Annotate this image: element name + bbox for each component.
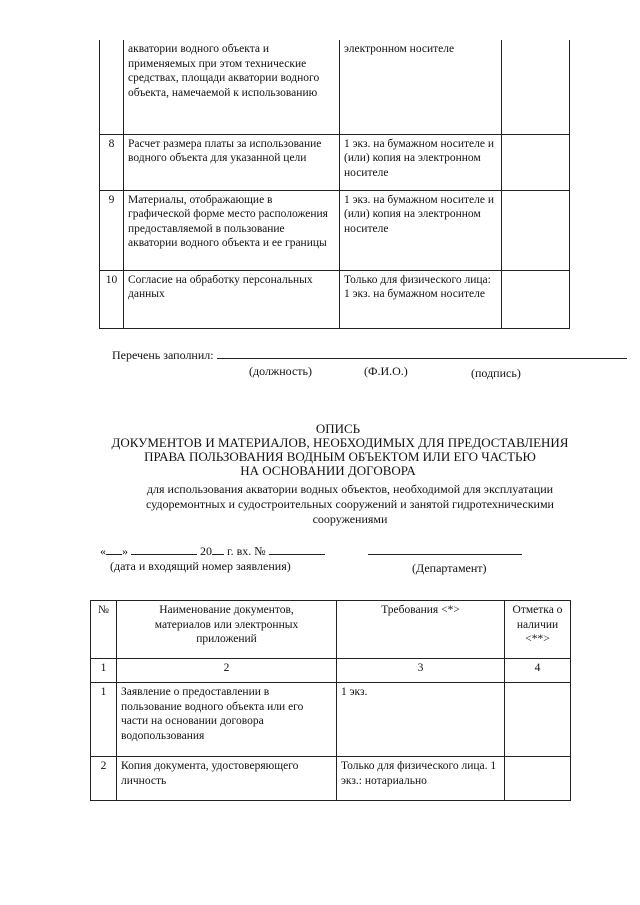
filled-by-field[interactable]	[217, 347, 627, 359]
header-number: №	[91, 601, 117, 659]
row-number: 9	[100, 190, 124, 270]
document-requirement: 1 экз.	[337, 683, 505, 757]
documents-table	[90, 600, 571, 801]
header-requirements: Требования <*>	[337, 601, 505, 659]
availability-mark	[502, 190, 570, 270]
availability-mark	[505, 757, 571, 801]
department-field[interactable]	[368, 543, 522, 555]
table-row	[100, 134, 570, 190]
position-caption: (должность)	[249, 364, 312, 378]
department-caption: (Департамент)	[412, 561, 487, 575]
table-row	[100, 270, 570, 328]
table-row	[91, 683, 571, 757]
incoming-number-field[interactable]	[269, 543, 325, 555]
date-caption: (дата и входящий номер заявления)	[110, 559, 291, 573]
header-name: Наименование документов, материалов или электронных приложений	[117, 601, 337, 659]
document-requirement: Только для физического лица: 1 экз. на бумажном носителе	[340, 270, 502, 328]
availability-mark	[505, 683, 571, 757]
department-field-line	[368, 543, 522, 558]
fio-caption: (Ф.И.О.)	[364, 364, 408, 378]
row-number: 10	[100, 270, 124, 328]
availability-mark	[502, 270, 570, 328]
document-requirement: Только для физического лица. 1 экз.: нотариально	[337, 757, 505, 801]
table-row	[100, 40, 570, 134]
signature-caption: (подпись)	[471, 366, 521, 380]
document-requirement: 1 экз. на бумажном носителе и (или) копия на электронном носителе	[340, 134, 502, 190]
row-number: 1	[91, 683, 117, 757]
index-cell: 3	[337, 659, 505, 683]
table-row	[91, 757, 571, 801]
quote-open: «	[100, 544, 106, 558]
month-field[interactable]	[131, 543, 197, 555]
document-name: Согласие на обработку персональных данных	[124, 270, 340, 328]
subtitle-line-2: судоремонтных и судостроительных сооружений и занятой гидротехническими	[146, 497, 554, 511]
document-requirement: 1 экз. на бумажном носителе и (или) копия на электронном носителе	[340, 190, 502, 270]
table-header-row	[91, 601, 571, 659]
table-row	[100, 190, 570, 270]
subtitle-line-3: сооружениями	[312, 512, 388, 526]
document-name: Расчет размера платы за использование водного объекта для указанной цели	[124, 134, 340, 190]
row-number: 8	[100, 134, 124, 190]
title-line-2: ДОКУМЕНТОВ И МАТЕРИАЛОВ, НЕОБХОДИМЫХ ДЛЯ ПРЕДОСТАВЛЕНИЯ	[111, 435, 569, 450]
availability-mark	[502, 40, 570, 134]
filled-by-label: Перечень заполнил:	[112, 348, 214, 362]
year-prefix: 20	[200, 544, 212, 558]
document-name: Материалы, отображающие в графической форме место расположения предоставляемой в пользование акватории водного объекта и ее границы	[124, 190, 340, 270]
year-field[interactable]	[212, 543, 224, 555]
title-line-4: НА ОСНОВАНИИ ДОГОВОРА	[240, 463, 416, 478]
date-number-line	[100, 543, 325, 558]
subtitle-line-1: для использования акватории водных объектов, необходимой для эксплуатации	[146, 482, 554, 496]
header-mark: Отметка о наличии <**>	[505, 601, 571, 659]
page-title: ОПИСЬ	[315, 421, 361, 436]
filled-by-line	[112, 347, 627, 362]
day-field[interactable]	[106, 543, 122, 555]
availability-mark	[502, 134, 570, 190]
index-cell: 1	[91, 659, 117, 683]
document-name: Заявление о предоставлении в пользование водного объекта или его части на основании договора водопользования	[117, 683, 337, 757]
quote-close: »	[122, 544, 128, 558]
document-name: Копия документа, удостоверяющего личность	[117, 757, 337, 801]
incoming-number-label: г. вх. №	[227, 544, 266, 558]
row-number	[100, 40, 124, 134]
title-line-3: ПРАВА ПОЛЬЗОВАНИЯ ВОДНЫМ ОБЪЕКТОМ ИЛИ ЕГО ЧАСТЬЮ	[144, 449, 536, 464]
index-cell: 4	[505, 659, 571, 683]
table-index-row	[91, 659, 571, 683]
documents-table-continued	[99, 40, 570, 329]
row-number: 2	[91, 757, 117, 801]
document-name: акватории водного объекта и применяемых при этом технические средствах, площади акватории водного объекта, намечаемой к использованию	[124, 40, 340, 134]
index-cell: 2	[117, 659, 337, 683]
document-requirement: электронном носителе	[340, 40, 502, 134]
